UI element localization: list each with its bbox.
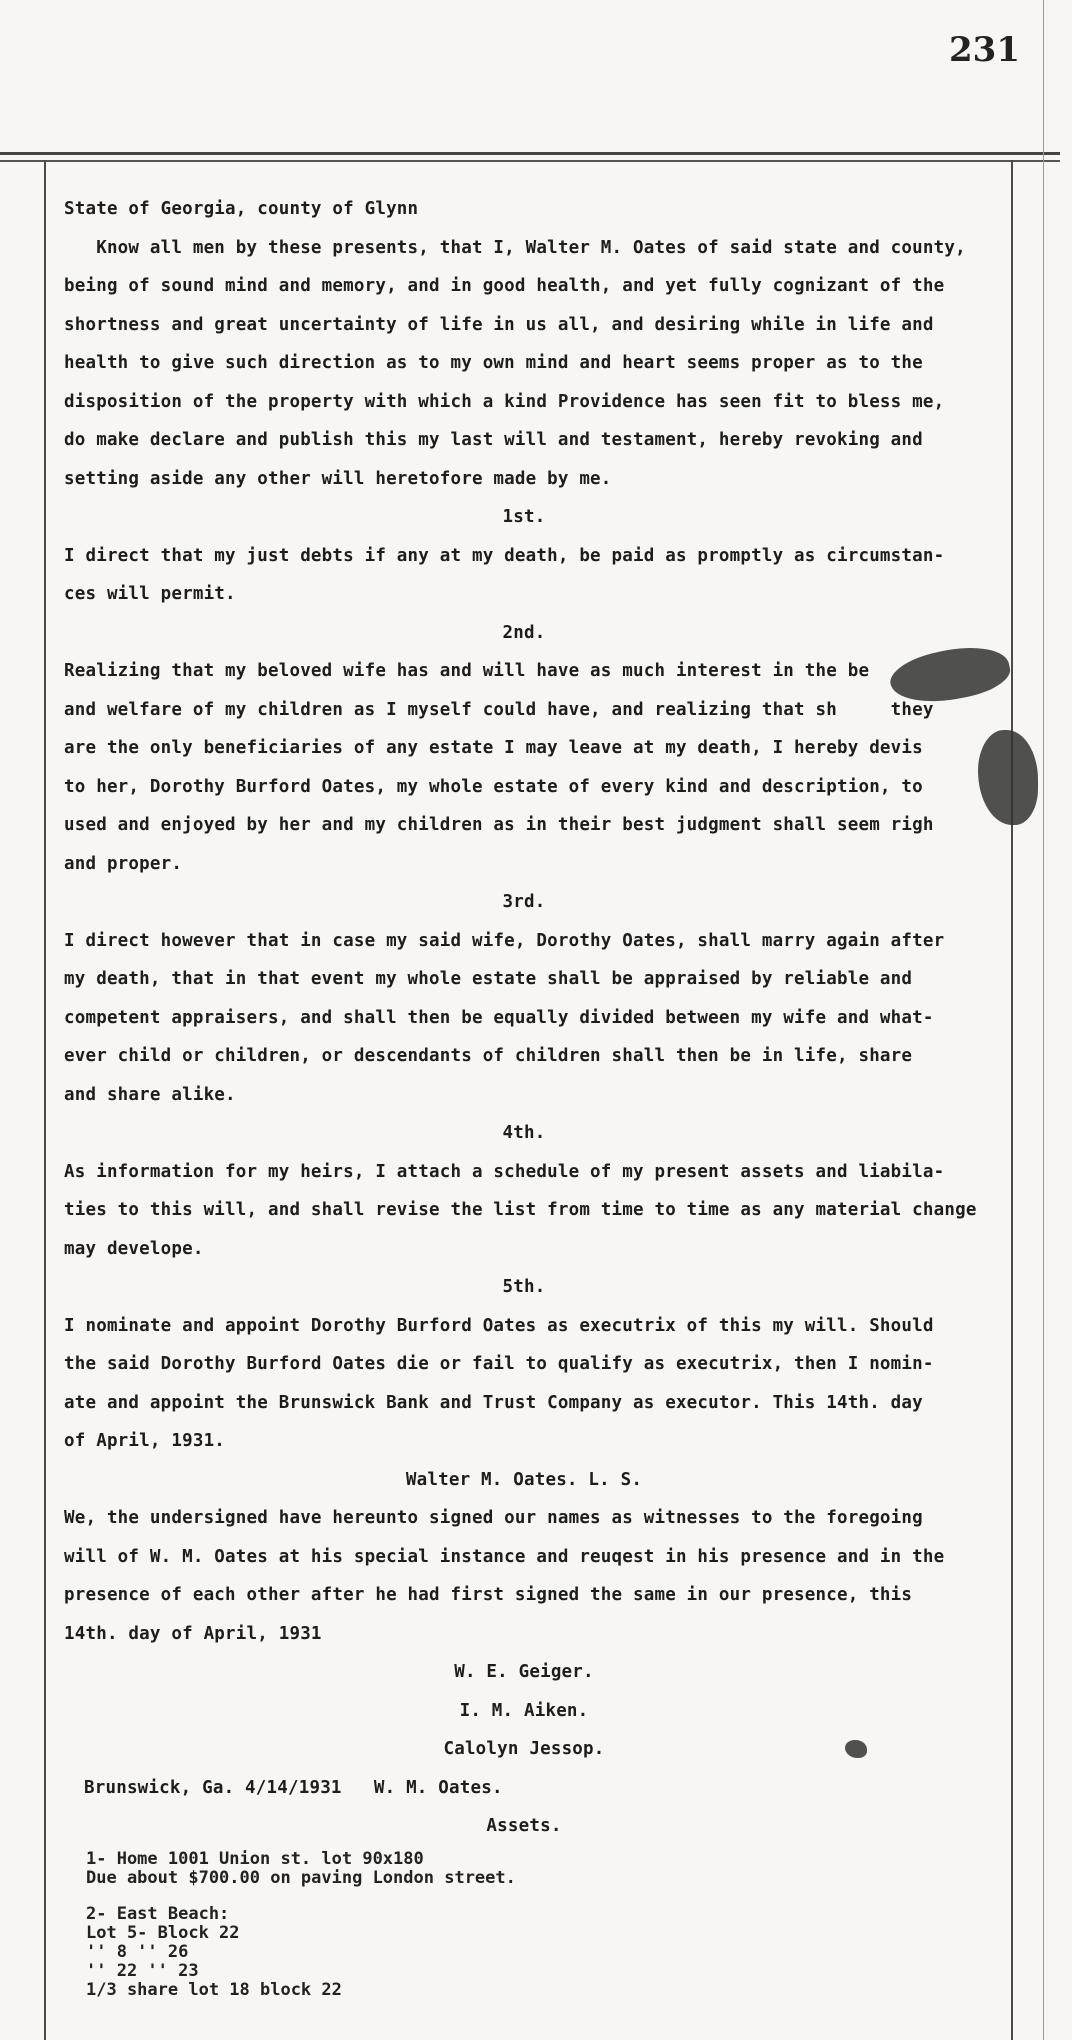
text-line: and share alike. <box>64 1084 236 1105</box>
text-line: '' 8 '' 26 <box>86 1942 189 1962</box>
text-line: 14th. day of April, 1931 <box>64 1623 322 1644</box>
text-line: disposition of the property with which a kind Providence has seen fit to bless me, <box>64 391 945 412</box>
text-line: '' 22 '' 23 <box>86 1961 199 1981</box>
text-line: are the only beneficiaries of any estate I may leave at my death, I hereby devis <box>64 738 923 758</box>
text-line: I direct that my just debts if any at my death, be paid as promptly as circumstan- <box>64 545 945 566</box>
text-line: of April, 1931. <box>64 1431 226 1451</box>
text-line: Lot 5- Block 22 <box>86 1923 240 1943</box>
section-title-5: 5th. <box>502 1277 546 1297</box>
text-line: may develope. <box>64 1238 204 1259</box>
left-margin-line <box>44 160 46 2040</box>
text-line: ate and appoint the Brunswick Bank and Trust Company as executor. This 14th. day <box>64 1392 923 1413</box>
text-line: We, the undersigned have hereunto signed our names as witnesses to the foregoing <box>64 1508 923 1528</box>
text-line: ever child or children, or descendants of children shall then be in life, share <box>64 1046 913 1066</box>
text-line: shortness and great uncertainty of life in us all, and desiring while in life and <box>64 314 934 335</box>
text-line: used and enjoyed by her and my children as in their best judgment shall seem righ <box>64 815 934 835</box>
text-line: 1/3 share lot 18 block 22 <box>86 1980 342 2000</box>
section-title-4: 4th. <box>502 1123 546 1143</box>
dateline: Brunswick, Ga. 4/14/1931 W. M. Oates. <box>84 1777 503 1798</box>
section-4-text <box>64 1153 1014 1269</box>
text-line: As information for my heirs, I attach a schedule of my present assets and liabila- <box>64 1161 945 1182</box>
text-line: being of sound mind and memory, and in good health, and yet fully cognizant of the <box>64 276 945 296</box>
preamble <box>64 229 1014 499</box>
document-heading: State of Georgia, county of Glynn <box>64 199 419 219</box>
text-line: 2- East Beach: <box>86 1904 230 1924</box>
will-document-body <box>64 190 1014 1846</box>
section-2-text <box>64 652 1014 883</box>
text-line: ties to this will, and shall revise the list from time to time as any material change <box>64 1200 977 1220</box>
text-line: I direct however that in case my said wife, Dorothy Oates, shall marry again after <box>64 930 945 951</box>
assets-list <box>86 1850 516 2000</box>
text-line: 1- Home 1001 Union st. lot 90x180 <box>86 1849 424 1869</box>
text-line: setting aside any other will heretofore made by me. <box>64 468 612 489</box>
section-title-2: 2nd. <box>502 622 546 643</box>
witness-attestation <box>64 1499 1014 1653</box>
section-3-text <box>64 922 1014 1115</box>
page-edge-line <box>1043 0 1044 2040</box>
text-line: do make declare and publish this my last will and testament, hereby revoking and <box>64 430 923 450</box>
text-line: ces will permit. <box>64 584 236 604</box>
text-line: Know all men by these presents, that I, Walter M. Oates of said state and county, <box>64 237 966 258</box>
text-line: I nominate and appoint Dorothy Burford Oates as executrix of this my will. Should <box>64 1315 934 1336</box>
witness-3: Calolyn Jessop. <box>443 1739 605 1759</box>
section-5-text <box>64 1307 1014 1461</box>
page-number: 231 <box>949 30 1020 70</box>
text-line: presence of each other after he had first signed the same in our presence, this <box>64 1585 913 1605</box>
text-line: to her, Dorothy Burford Oates, my whole estate of every kind and description, to <box>64 776 923 797</box>
testator-signature: Walter M. Oates. L. S. <box>405 1469 643 1490</box>
top-rule-secondary <box>0 160 1060 162</box>
section-title-1: 1st. <box>502 507 546 527</box>
top-rule <box>0 152 1060 155</box>
text-line: health to give such direction as to my own mind and heart seems proper as to the <box>64 353 923 373</box>
text-line: competent appraisers, and shall then be equally divided between my wife and what- <box>64 1007 934 1028</box>
text-line: my death, that in that event my whole estate shall be appraised by reliable and <box>64 969 913 989</box>
text-line <box>86 1888 516 1905</box>
section-title-3: 3rd. <box>502 892 546 912</box>
witness-2: I. M. Aiken. <box>459 1700 589 1721</box>
section-1-text <box>64 537 1014 614</box>
text-line: the said Dorothy Burford Oates die or fail to qualify as executrix, then I nomin- <box>64 1354 934 1374</box>
text-line: and welfare of my children as I myself could have, and realizing that sh they <box>64 699 934 720</box>
text-line: and proper. <box>64 853 183 874</box>
text-line: Due about $700.00 on paving London street. <box>86 1868 516 1888</box>
text-line: Realizing that my beloved wife has and will have as much interest in the be <box>64 661 870 681</box>
text-line: will of W. M. Oates at his special instance and reuqest in his presence and in the <box>64 1546 945 1567</box>
assets-title: Assets. <box>486 1816 562 1836</box>
witness-1: W. E. Geiger. <box>454 1662 594 1682</box>
